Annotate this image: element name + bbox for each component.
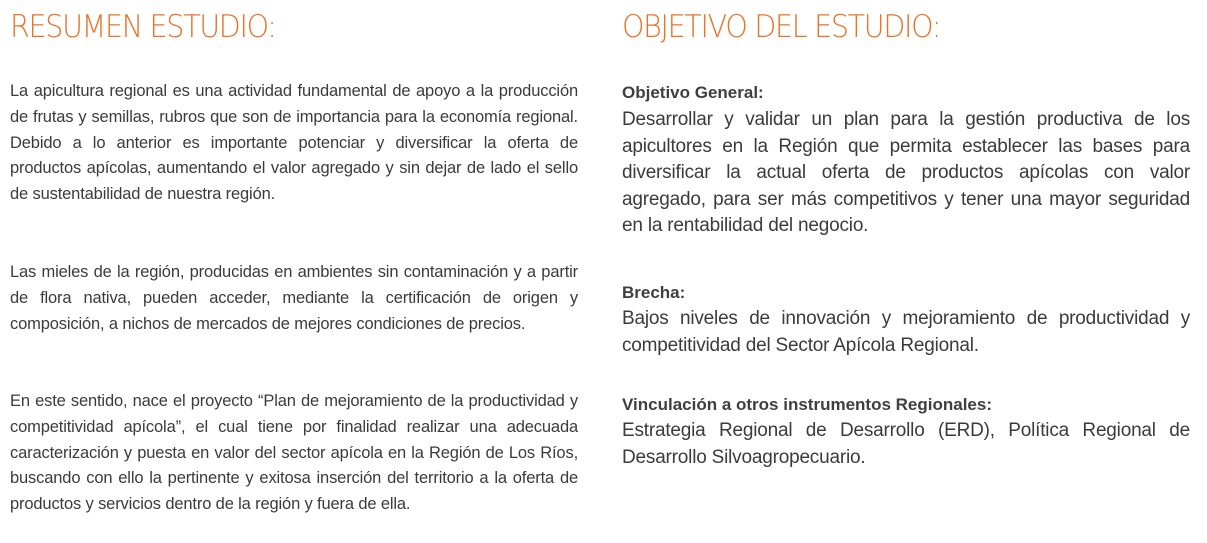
objetivo-title: OBJETIVO DEL ESTUDIO: — [622, 9, 941, 45]
brecha-heading: Brecha: — [622, 283, 686, 302]
vinculacion-heading: Vinculación a otros instrumentos Regionales: — [622, 395, 992, 414]
brecha-text: Bajos niveles de innovación y mejoramiento de productividad y competitividad del Sector Apícola Regional. — [622, 308, 1190, 356]
resumen-title: RESUMEN ESTUDIO: — [10, 9, 276, 45]
resumen-paragraph-2: Las mieles de la región, producidas en ambientes sin contaminación y a partir de flora nativa, pueden acceder, mediante la certificación de origen y composición, a nichos de mercados de mejores condiciones de precios. — [10, 263, 578, 333]
vinculacion-text: Estrategia Regional de Desarrollo (ERD), Política Regional de Desarrollo Silvoagropecuario. — [622, 420, 1190, 468]
resumen-paragraph-3: En este sentido, nace el proyecto “Plan de mejoramiento de la productividad y competitividad apícola”, el cual tiene por finalidad realizar una adecuada caracterización y puesta en valor del sector apícola en la Región de Los Ríos, buscando con ello la pertinente y exitosa inserción del territorio a la oferta de productos y servicios dentro de la región y fuera de ella. — [10, 392, 578, 514]
resumen-paragraph-1: La apicultura regional es una actividad fundamental de apoyo a la producción de frutas y semillas, rubros que son de importancia para la economía regional. Debido a lo anterior es importante potenciar y diversificar la oferta de productos apícolas, aumentando el valor agregado y sin dejar de lado el sello de sustentabilidad de nuestra región. — [10, 82, 578, 204]
objetivo-general-text: Desarrollar y validar un plan para la gestión productiva de los apicultores en la Región que permita establecer las bases para diversificar la actual oferta de productos apícolas con valor agregado, para ser más competitivos y tener una mayor seguridad en la rentabilidad del negocio. — [622, 109, 1190, 237]
objetivo-general-heading: Objetivo General: — [622, 83, 764, 102]
